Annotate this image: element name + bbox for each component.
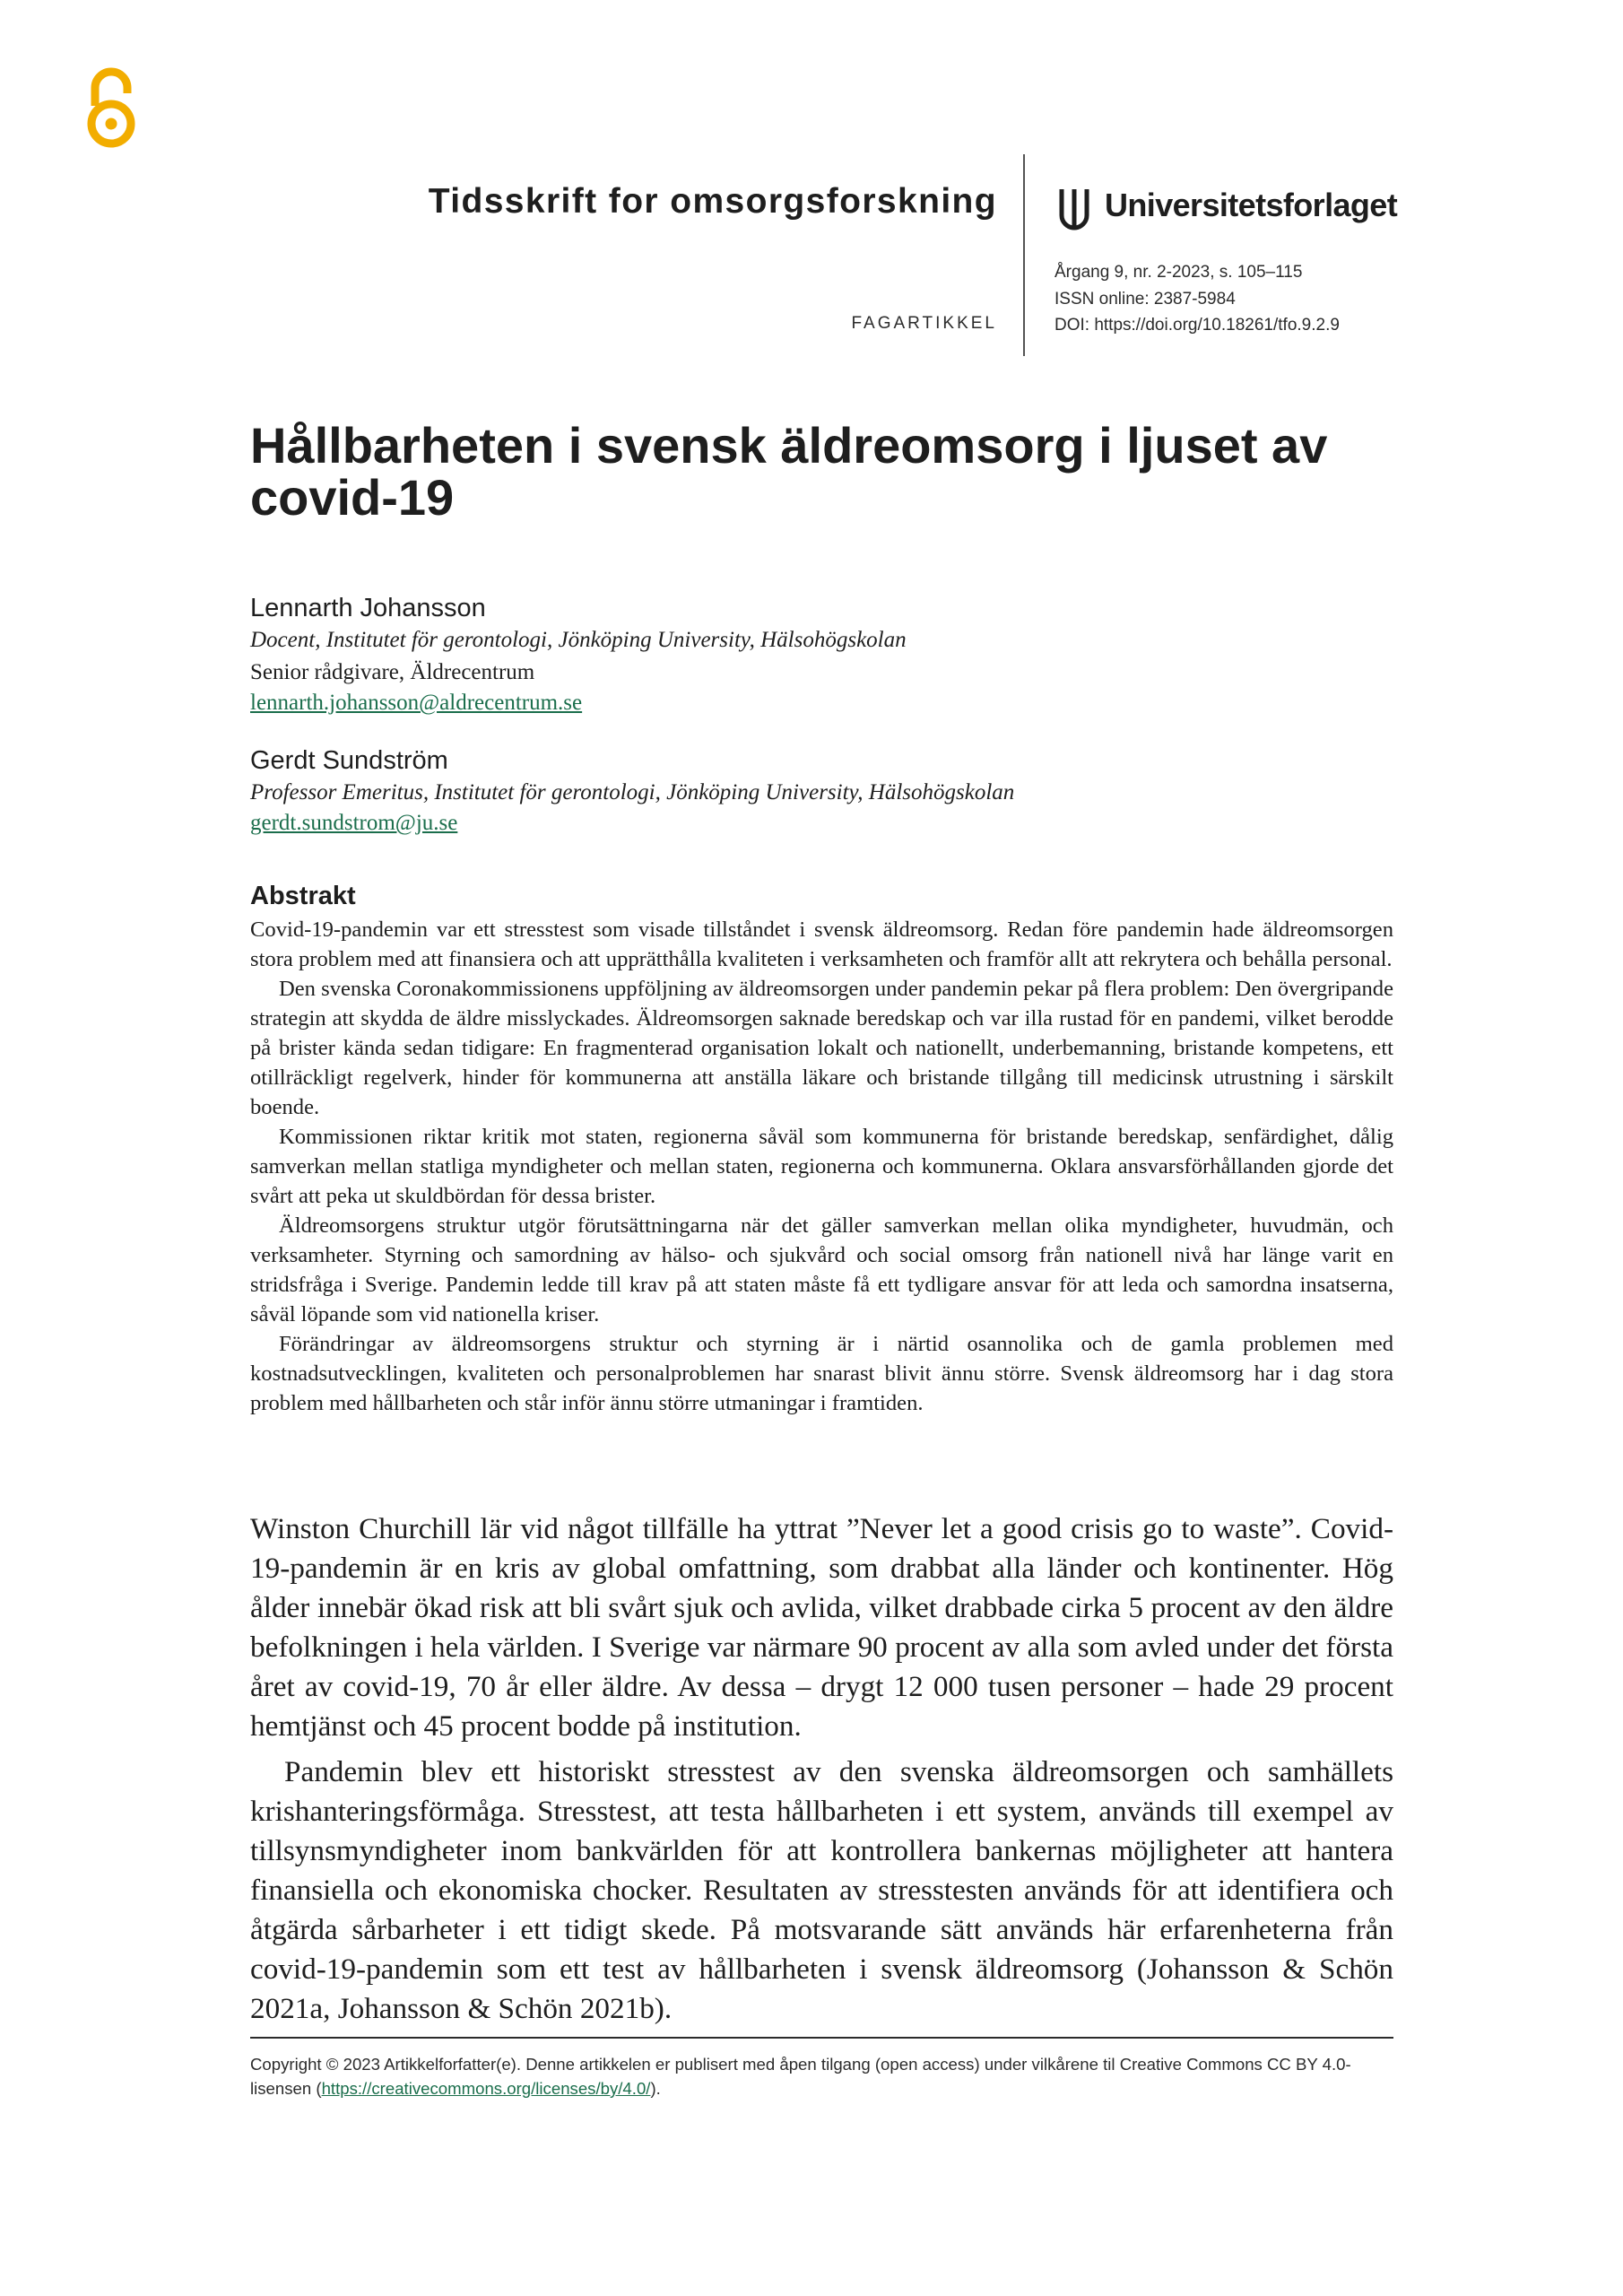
abstract-body [250, 915, 1393, 1418]
body-paragraph: Pandemin blev ett historiskt stresstest av den svenska äldreomsorgen och samhällets krishanteringsförmåga. Stresstest, att testa hållbarheten i ett system, används till exempel av tillsynsmyndigheter inom bankvärlden för att kontrollera bankernas möjligheter att hantera finansiella och ekonomiska chocker. Resultaten av stresstesten används för att identifiera och åtgärda sårbarheter i ett tidigt skede. På motsvarande sätt används här erfarenheterna från covid-19-pandemin som ett test av hållbarheten i svensk äldreomsorg (Johansson & Schön 2021a, Johansson & Schön 2021b). [250, 1755, 1393, 2025]
doi: DOI: https://doi.org/10.18261/tfo.9.2.9 [1055, 316, 1340, 335]
author-affiliation: Senior rådgivare, Äldrecentrum [250, 660, 535, 684]
volume-issue-pages: Årgang 9, nr. 2-2023, s. 105–115 [1055, 263, 1303, 282]
copyright-footer [250, 2052, 1393, 2100]
author-email-link[interactable]: gerdt.sundstrom@ju.se [250, 811, 458, 835]
author-name: Gerdt Sundström [250, 746, 448, 775]
author-email-link[interactable]: lennarth.johansson@aldrecentrum.se [250, 691, 583, 715]
body-paragraph: Winston Churchill lär vid något tillfälle ha yttrat ”Never let a good crisis go to waste”. Covid-19-pandemin är en kris av global omfattning, som drabbat alla länder och kontinenter. Hög ålder innebär ökad risk att bli svårt sjuk och avlida, vilket drabbade cirka 5 procent av den äldre befolkningen i hela världen. I Sverige var närmare 90 procent av alla som avled under det första året av covid-19, 70 år eller äldre. Av dessa – drygt 12 000 tusen personer – hade 29 procent hemtjänst och 45 procent bodde på institution. [250, 1512, 1393, 1743]
abstract-heading: Abstrakt [250, 882, 356, 910]
license-link[interactable]: https://creativecommons.org/licenses/by/4.0/ [321, 2079, 651, 2098]
footer-divider [250, 2037, 1393, 2039]
publication-metadata [1055, 259, 1340, 339]
abstract-paragraph: Kommissionen riktar kritik mot staten, regionerna såväl som kommunerna för bristande beredskap, senfärdighet, dålig samverkan mellan statliga myndigheter och mellan staten, regionerna och kommunerna. Oklara ansvarsförhållanden gjorde det svårt att peka ut skuldbördan för dessa brister. [250, 1125, 1393, 1208]
open-access-icon [82, 65, 140, 151]
author-name: Lennarth Johansson [250, 594, 486, 622]
journal-title: Tidsskrift for omsorgsforskning [428, 182, 997, 221]
copyright-text: Copyright © 2023 Artikkelforfatter(e). Denne artikkelen er publisert med åpen tilgang (open access) under vilkårene til Creative Commons CC BY 4.0-lisensen ( [250, 2055, 1351, 2098]
author-affiliation: Docent, Institutet för gerontologi, Jönköping University, Hälsohögskolan [250, 628, 907, 652]
author-affiliation: Professor Emeritus, Institutet för gerontologi, Jönköping University, Hälsohögskolan [250, 780, 1015, 804]
header-divider [1023, 154, 1025, 356]
publisher-logo-icon [1056, 187, 1092, 231]
article-title: Hållbarheten i svensk äldreomsorg i ljuset av covid-19 [250, 417, 1328, 526]
abstract-paragraph: Den svenska Coronakommissionens uppföljning av äldreomsorgen under pandemin pekar på flera problem: Den övergripande strategin att skydda de äldre misslyckades. Äldreomsorgen saknade beredskap och var illa rustad för en pandemi, vilket berodde på brister kända sedan tidigare: En fragmenterad organisation lokalt och nationellt, underbemanning, bristande kompetens, ett otillräckligt regelverk, hinder för kommunerna att anställa läkare och bristande tillgång till medicinsk utrustning i särskilt boende. [250, 977, 1393, 1119]
abstract-paragraph: Covid-19-pandemin var ett stresstest som visade tillståndet i svensk äldreomsorg. Redan före pandemin hade äldreomsorgen stora problem med att finansiera och att upprätthålla kvaliteten i verksamheten och framför allt att rekrytera och behålla personal. [250, 918, 1393, 971]
copyright-text-end: ). [650, 2079, 661, 2098]
abstract-paragraph: Förändringar av äldreomsorgens struktur och styrning är i närtid osannolika och de gamla problemen med kostnadsutvecklingen, kvaliteten och personalproblemen har snarast blivit ännu större. Svensk äldreomsorg har i dag stora problem med hållbarheten och står inför ännu större utmaningar i framtiden. [250, 1332, 1393, 1415]
article-type-label: FAGARTIKKEL [851, 314, 997, 333]
publisher-name: Universitetsforlaget [1105, 187, 1398, 223]
abstract-paragraph: Äldreomsorgens struktur utgör förutsättningarna när det gäller samverkan mellan olika myndigheter, huvudmän, och verksamheter. Styrning och samordning av hälso- och sjukvård och social omsorg från nationell nivå har länge varit en stridsfråga i Sverige. Pandemin ledde till krav på att staten måste få ett tydligare ansvar för att leda och samordna insatserna, såväl löpande som vid nationella kriser. [250, 1213, 1393, 1326]
article-body [250, 1509, 1393, 2029]
issn: ISSN online: 2387-5984 [1055, 289, 1236, 309]
